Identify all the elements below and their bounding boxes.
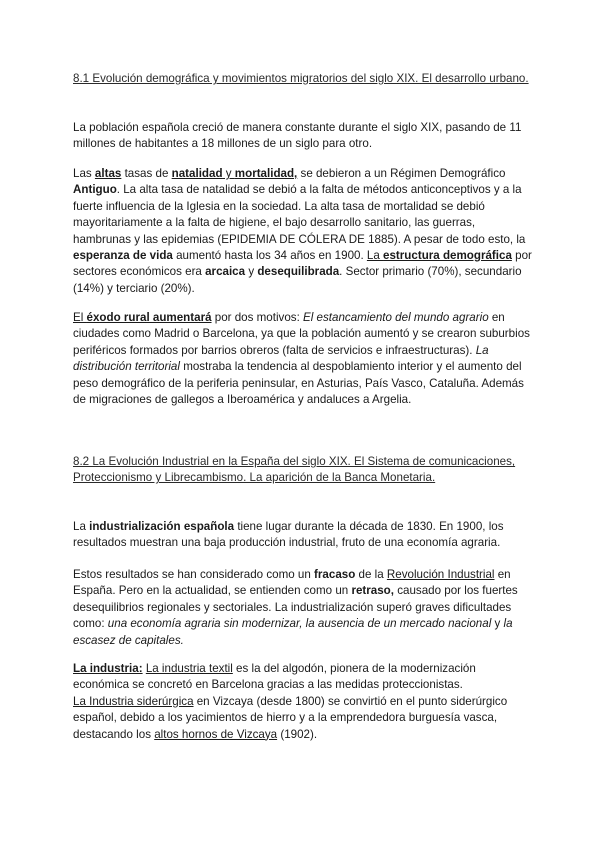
section-1-heading: 8.1 Evolución demográfica y movimientos migratorios del siglo XIX. El desarrollo urbano. (73, 72, 529, 85)
italic-term-escasez: la escasez de capitales. (73, 617, 513, 647)
section-1-paragraph-3 (73, 310, 533, 408)
text-run: por dos motivos: (211, 311, 304, 324)
bold-term-altas: altas (94, 167, 122, 180)
bold-term-retraso: retraso, (351, 584, 394, 598)
text-run: Las (73, 167, 95, 180)
text-run: . Sector primario (70%), secundario (14%) y terciario (20%). (73, 265, 522, 295)
bold-term-esperanza-de-vida: esperanza de vida (73, 249, 173, 263)
underlined-term-altos-hornos: altos hornos de Vizcaya (154, 727, 278, 741)
text-run: por sectores económicos era (73, 249, 532, 279)
text-run: causado por los fuertes desequilibrios regionales y sectoriales. La industrialización superó graves dificultades como: (73, 584, 518, 631)
section-2-paragraph-2 (73, 567, 533, 649)
bold-term-mortalidad: mortalidad, (234, 167, 298, 180)
text-run: se debieron a un Régimen Demográfico (297, 167, 506, 180)
bold-term-antiguo: Antiguo (73, 183, 117, 197)
text-run: mostraba la tendencia al despoblamiento interior y el aumento del peso demográfico de la periferia peninsular, en Asturias, País Vasco, Cataluña. Además de migraciones de gallegos a Iberoamérica y andaluces a Argelia. (73, 360, 524, 407)
text-run: Estos resultados se han considerado como un (73, 568, 315, 581)
bold-term-exodo-rural: éxodo rural aumentará (86, 311, 212, 324)
italic-term-distribucion: La distribución territorial (73, 343, 489, 374)
text-run: es la del algodón, pionera de la modernización económica se concretó en Barcelona gracias a las medidas proteccionistas. (73, 662, 476, 692)
underlined-term-revolucion-industrial: Revolución Industrial (386, 568, 495, 581)
section-2-heading: 8.2 La Evolución Industrial en la España del siglo XIX. El Sistema de comunicaciones, Proteccionismo y Librecambismo. La aparición de la Banca Monetaria. (73, 455, 516, 485)
text-run: . La alta tasa de natalidad se debió a la falta de métodos anticonceptivos y a la fuerte influencia de la Iglesia en la sociedad. La alta tasa de mortalidad se debió mayoritariamente a la falta de higiene, el bajo desarrollo sanitario, las guerras, hambrunas y las epidemias (EPIDEMIA DE CÓLERA DE 1885). A pesar de todo esto, la (73, 183, 526, 246)
bold-term-arcaica: arcaica (205, 265, 246, 279)
text-run: en Vizcaya (desde 1800) se convirtió en el punto siderúrgico español, debido a los yacimientos de hierro y a la emprendedora burguesía vasca, destacando los (73, 694, 508, 741)
text-run: aumentó hasta los 34 años en 1900. (172, 249, 367, 263)
text-run: (1902). (277, 727, 318, 741)
underlined-term-industria-siderurgica: La Industria siderúrgica (73, 694, 194, 708)
section-2-paragraph-1 (73, 519, 533, 552)
bold-term-fracaso: fracaso (314, 568, 356, 581)
section-1-paragraph-2 (73, 166, 533, 297)
text-run: tasas de (121, 167, 172, 180)
bold-term-desequilibrada: desequilibrada (257, 265, 340, 279)
bold-term-industrializacion: industrialización española (89, 520, 235, 533)
text-run: La (366, 249, 384, 263)
bold-term-natalidad: natalidad (171, 167, 223, 180)
italic-term-dificultades: una economía agraria sin modernizar, la ausencia de un mercado nacional (107, 617, 492, 631)
text-run: y (245, 265, 258, 279)
text-run: y (491, 617, 504, 631)
text-run: tiene lugar durante la década de 1830. En 1900, los resultados muestran una baja producción industrial, fruto de una economía agraria. (73, 520, 504, 550)
text-run: y (222, 167, 235, 180)
bold-term-estructura-demografica: estructura demográfica (383, 249, 512, 263)
underlined-term-industria-textil: La industria textil (145, 662, 233, 675)
italic-term-estancamiento: El estancamiento del mundo agrario (303, 311, 489, 324)
section-2-paragraph-3 (73, 661, 533, 743)
text-run: La (73, 520, 90, 533)
text-run: en ciudades como Madrid o Barcelona, ya que la población aumentó y se crearon suburbios periféricos formados por barrios obreros (falta de servicios e infraestructuras). (73, 311, 530, 357)
bold-term-la-industria: La industria: (73, 662, 143, 675)
section-1-paragraph-1: La población española creció de manera constante durante el siglo XIX, pasando de 11 millones de habitantes a 18 millones de un siglo para otro. (73, 121, 522, 151)
text-run: en España. Pero en la actualidad, se entienden como un (73, 568, 511, 598)
text-run: El (73, 311, 87, 324)
text-run: de la (355, 568, 387, 581)
